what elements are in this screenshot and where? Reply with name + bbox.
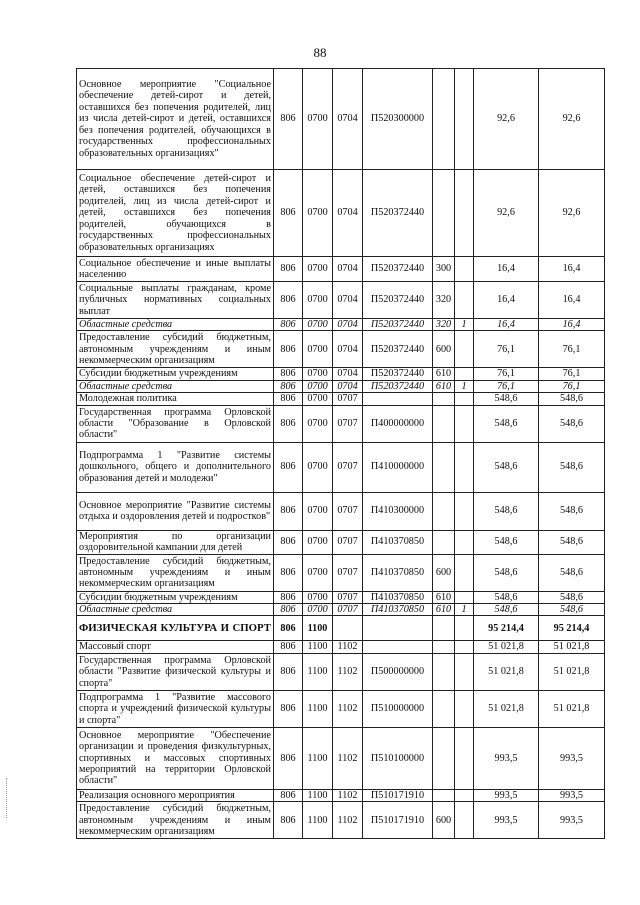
row-expense-type (433, 530, 455, 554)
row-section-code: 0700 (303, 69, 333, 170)
row-section-code: 0700 (303, 604, 333, 616)
row-section-code: 0700 (303, 331, 333, 368)
row-expense-type: 610 (433, 604, 455, 616)
row-amount-year2: 993,5 (539, 789, 605, 801)
row-amount-year1: 16,4 (474, 319, 539, 331)
row-amount-year1: 548,6 (474, 442, 539, 492)
table-row (77, 653, 605, 690)
row-target-article: П520372440 (363, 257, 433, 282)
row-gr-code: 806 (274, 405, 303, 442)
row-amount-year1: 16,4 (474, 257, 539, 282)
row-amount-year2: 51 021,8 (539, 653, 605, 690)
row-name: Предоставление субсидий бюджетным, автономным учреждениям и иным некоммерческим организациям (77, 802, 274, 839)
row-subsection-code: 0704 (333, 69, 363, 170)
table-row (77, 393, 605, 405)
row-subsection-code: 0704 (333, 331, 363, 368)
table-row (77, 492, 605, 530)
row-subsection-code: 0704 (333, 380, 363, 392)
row-expense-type: 610 (433, 591, 455, 603)
row-source-code (455, 727, 474, 789)
row-amount-year1: 548,6 (474, 393, 539, 405)
row-amount-year2: 51 021,8 (539, 690, 605, 727)
row-amount-year1: 92,6 (474, 69, 539, 170)
row-gr-code: 806 (274, 616, 303, 641)
row-gr-code: 806 (274, 604, 303, 616)
row-section-code: 0700 (303, 380, 333, 392)
row-target-article: П520372440 (363, 282, 433, 319)
row-amount-year1: 76,1 (474, 380, 539, 392)
table-row (77, 331, 605, 368)
row-name: Государственная программа Орловской области "Образование в Орловской области" (77, 405, 274, 442)
row-subsection-code: 1102 (333, 789, 363, 801)
row-amount-year2: 76,1 (539, 380, 605, 392)
row-gr-code: 806 (274, 653, 303, 690)
row-expense-type: 610 (433, 380, 455, 392)
row-amount-year1: 92,6 (474, 170, 539, 257)
row-section-code: 1100 (303, 641, 333, 653)
row-section-code: 0700 (303, 257, 333, 282)
table-row (77, 170, 605, 257)
page-number: 88 (313, 45, 327, 60)
row-subsection-code: 0707 (333, 492, 363, 530)
table-row (77, 405, 605, 442)
row-expense-type (433, 170, 455, 257)
row-name: Предоставление субсидий бюджетным, автономным учреждениям и иным некоммерческим организациям (77, 554, 274, 591)
row-amount-year1: 76,1 (474, 368, 539, 380)
row-expense-type (433, 727, 455, 789)
row-subsection-code: 0707 (333, 604, 363, 616)
row-section-code: 0700 (303, 282, 333, 319)
row-name: Реализация основного мероприятия (77, 789, 274, 801)
row-section-code: 0700 (303, 393, 333, 405)
row-gr-code: 806 (274, 368, 303, 380)
row-source-code: 1 (455, 604, 474, 616)
row-subsection-code: 1102 (333, 641, 363, 653)
row-source-code (455, 442, 474, 492)
row-target-article: П520372440 (363, 331, 433, 368)
row-expense-type (433, 492, 455, 530)
row-target-article: П520372440 (363, 380, 433, 392)
row-amount-year1: 548,6 (474, 492, 539, 530)
row-expense-type: 320 (433, 319, 455, 331)
row-name: Массовый спорт (77, 641, 274, 653)
table-row (77, 368, 605, 380)
row-amount-year1: 51 021,8 (474, 653, 539, 690)
row-source-code (455, 393, 474, 405)
row-source-code (455, 554, 474, 591)
row-target-article: П520300000 (363, 69, 433, 170)
row-amount-year2: 993,5 (539, 802, 605, 839)
row-expense-type: 610 (433, 368, 455, 380)
row-section-code: 0700 (303, 405, 333, 442)
row-amount-year2: 548,6 (539, 591, 605, 603)
row-expense-type (433, 616, 455, 641)
table-row (77, 690, 605, 727)
row-subsection-code: 0707 (333, 591, 363, 603)
row-target-article: П520372440 (363, 319, 433, 331)
row-source-code (455, 591, 474, 603)
row-expense-type: 600 (433, 802, 455, 839)
row-section-code: 0700 (303, 591, 333, 603)
row-amount-year2: 95 214,4 (539, 616, 605, 641)
row-target-article: П410370850 (363, 554, 433, 591)
row-amount-year1: 548,6 (474, 530, 539, 554)
row-expense-type (433, 442, 455, 492)
row-amount-year1: 51 021,8 (474, 641, 539, 653)
row-name: Субсидии бюджетным учреждениям (77, 591, 274, 603)
row-gr-code: 806 (274, 690, 303, 727)
row-amount-year1: 993,5 (474, 789, 539, 801)
row-name: Подпрограмма 1 "Развитие системы дошкольного, общего и дополнительного образования детей и молодежи" (77, 442, 274, 492)
row-target-article: П510100000 (363, 727, 433, 789)
row-gr-code: 806 (274, 802, 303, 839)
row-name: Социальное обеспечение и иные выплаты населению (77, 257, 274, 282)
row-name: Основное мероприятие "Обеспечение организации и проведения физкультурных, спортивных и массовых спортивных мероприятий на территории Орловской области" (77, 727, 274, 789)
row-name: ФИЗИЧЕСКАЯ КУЛЬТУРА И СПОРТ (77, 616, 274, 641)
row-section-code: 0700 (303, 492, 333, 530)
row-gr-code: 806 (274, 789, 303, 801)
row-expense-type (433, 690, 455, 727)
row-section-code: 1100 (303, 616, 333, 641)
row-target-article: П520372440 (363, 170, 433, 257)
table-row (77, 380, 605, 392)
budget-table (76, 68, 605, 839)
row-target-article: П510171910 (363, 802, 433, 839)
table-row (77, 69, 605, 170)
row-amount-year1: 993,5 (474, 802, 539, 839)
row-source-code (455, 690, 474, 727)
row-source-code (455, 802, 474, 839)
row-source-code (455, 368, 474, 380)
row-source-code (455, 405, 474, 442)
row-source-code (455, 170, 474, 257)
row-name: Мероприятия по организации оздоровительной кампании для детей (77, 530, 274, 554)
row-name: Государственная программа Орловской области "Развитие физической культуры и спорта" (77, 653, 274, 690)
row-amount-year2: 16,4 (539, 319, 605, 331)
row-source-code (455, 653, 474, 690)
row-amount-year1: 76,1 (474, 331, 539, 368)
table-row (77, 591, 605, 603)
row-amount-year2: 548,6 (539, 492, 605, 530)
row-subsection-code: 1102 (333, 690, 363, 727)
row-subsection-code: 0704 (333, 170, 363, 257)
row-target-article: П410000000 (363, 442, 433, 492)
row-subsection-code: 0704 (333, 368, 363, 380)
row-amount-year2: 92,6 (539, 170, 605, 257)
scan-margin-marks (6, 778, 11, 818)
row-name: Социальное обеспечение детей-сирот и детей, оставшихся без попечения родителей, лиц из числа детей-сирот и детей, оставшихся без попечения родителей, обучающихся в государственных профессиональных образовательных организациях (77, 170, 274, 257)
row-source-code: 1 (455, 319, 474, 331)
row-source-code (455, 257, 474, 282)
row-target-article: П500000000 (363, 653, 433, 690)
row-target-article (363, 616, 433, 641)
table-row (77, 789, 605, 801)
row-gr-code: 806 (274, 170, 303, 257)
row-subsection-code: 0707 (333, 405, 363, 442)
row-source-code (455, 641, 474, 653)
table-row (77, 616, 605, 641)
table-row (77, 802, 605, 839)
row-target-article (363, 641, 433, 653)
row-name: Подпрограмма 1 "Развитие массового спорта и учреждений физической культуры и спорта" (77, 690, 274, 727)
row-section-code: 1100 (303, 789, 333, 801)
row-section-code: 0700 (303, 554, 333, 591)
row-gr-code: 806 (274, 727, 303, 789)
row-target-article: П510171910 (363, 789, 433, 801)
row-target-article: П410370850 (363, 604, 433, 616)
row-expense-type (433, 69, 455, 170)
row-section-code: 0700 (303, 368, 333, 380)
row-gr-code: 806 (274, 257, 303, 282)
row-amount-year1: 548,6 (474, 405, 539, 442)
row-gr-code: 806 (274, 282, 303, 319)
table-row (77, 442, 605, 492)
row-name: Предоставление субсидий бюджетным, автономным учреждениям и иным некоммерческим организациям (77, 331, 274, 368)
table-row (77, 604, 605, 616)
row-amount-year2: 76,1 (539, 331, 605, 368)
row-target-article: П520372440 (363, 368, 433, 380)
row-name: Основное мероприятие "Социальное обеспечение детей-сирот и детей, оставшихся без попечения родителей, лиц из числа детей-сирот и детей, оставшихся без попечения родителей, обучающихся в государственных профессиональных образовательных организациях" (77, 69, 274, 170)
row-amount-year1: 548,6 (474, 591, 539, 603)
row-gr-code: 806 (274, 393, 303, 405)
row-expense-type (433, 393, 455, 405)
table-row (77, 282, 605, 319)
row-subsection-code: 0704 (333, 282, 363, 319)
row-source-code (455, 69, 474, 170)
row-amount-year2: 92,6 (539, 69, 605, 170)
row-source-code: 1 (455, 380, 474, 392)
row-subsection-code: 0704 (333, 319, 363, 331)
row-expense-type (433, 789, 455, 801)
row-expense-type: 320 (433, 282, 455, 319)
row-amount-year2: 548,6 (539, 554, 605, 591)
row-amount-year2: 993,5 (539, 727, 605, 789)
row-amount-year2: 16,4 (539, 282, 605, 319)
row-amount-year2: 548,6 (539, 442, 605, 492)
row-subsection-code: 1102 (333, 653, 363, 690)
row-gr-code: 806 (274, 442, 303, 492)
row-amount-year1: 51 021,8 (474, 690, 539, 727)
row-subsection-code: 1102 (333, 727, 363, 789)
row-amount-year1: 548,6 (474, 554, 539, 591)
row-target-article (363, 393, 433, 405)
row-target-article: П400000000 (363, 405, 433, 442)
row-section-code: 1100 (303, 802, 333, 839)
row-section-code: 0700 (303, 442, 333, 492)
row-section-code: 0700 (303, 170, 333, 257)
row-target-article: П410370850 (363, 530, 433, 554)
row-target-article: П510000000 (363, 690, 433, 727)
row-name: Областные средства (77, 604, 274, 616)
row-amount-year1: 993,5 (474, 727, 539, 789)
row-section-code: 1100 (303, 653, 333, 690)
row-expense-type (433, 653, 455, 690)
table-row (77, 727, 605, 789)
table-row (77, 257, 605, 282)
row-source-code (455, 492, 474, 530)
row-name: Социальные выплаты гражданам, кроме публичных нормативных социальных выплат (77, 282, 274, 319)
row-amount-year1: 548,6 (474, 604, 539, 616)
row-expense-type (433, 641, 455, 653)
row-section-code: 1100 (303, 690, 333, 727)
row-amount-year2: 16,4 (539, 257, 605, 282)
row-subsection-code: 0707 (333, 554, 363, 591)
row-subsection-code (333, 616, 363, 641)
row-subsection-code: 0707 (333, 393, 363, 405)
row-source-code (455, 331, 474, 368)
row-amount-year2: 76,1 (539, 368, 605, 380)
table-row (77, 530, 605, 554)
row-gr-code: 806 (274, 380, 303, 392)
table-row (77, 319, 605, 331)
row-gr-code: 806 (274, 641, 303, 653)
row-section-code: 0700 (303, 319, 333, 331)
row-name: Областные средства (77, 380, 274, 392)
row-target-article: П410300000 (363, 492, 433, 530)
row-subsection-code: 0707 (333, 530, 363, 554)
row-section-code: 0700 (303, 530, 333, 554)
row-amount-year1: 95 214,4 (474, 616, 539, 641)
row-amount-year1: 16,4 (474, 282, 539, 319)
row-name: Областные средства (77, 319, 274, 331)
row-expense-type: 300 (433, 257, 455, 282)
row-amount-year2: 548,6 (539, 604, 605, 616)
row-amount-year2: 548,6 (539, 393, 605, 405)
row-gr-code: 806 (274, 554, 303, 591)
row-expense-type: 600 (433, 331, 455, 368)
row-expense-type (433, 405, 455, 442)
table-row (77, 641, 605, 653)
row-gr-code: 806 (274, 319, 303, 331)
row-subsection-code: 1102 (333, 802, 363, 839)
table-row (77, 554, 605, 591)
row-source-code (455, 789, 474, 801)
row-gr-code: 806 (274, 530, 303, 554)
row-gr-code: 806 (274, 591, 303, 603)
row-amount-year2: 548,6 (539, 530, 605, 554)
row-name: Основное мероприятие "Развитие системы отдыха и оздоровления детей и подростков" (77, 492, 274, 530)
row-gr-code: 806 (274, 492, 303, 530)
row-amount-year2: 51 021,8 (539, 641, 605, 653)
row-target-article: П410370850 (363, 591, 433, 603)
row-section-code: 1100 (303, 727, 333, 789)
row-name: Субсидии бюджетным учреждениям (77, 368, 274, 380)
row-name: Молодежная политика (77, 393, 274, 405)
row-expense-type: 600 (433, 554, 455, 591)
row-source-code (455, 616, 474, 641)
row-gr-code: 806 (274, 331, 303, 368)
row-subsection-code: 0704 (333, 257, 363, 282)
row-amount-year2: 548,6 (539, 405, 605, 442)
row-gr-code: 806 (274, 69, 303, 170)
row-source-code (455, 530, 474, 554)
row-subsection-code: 0707 (333, 442, 363, 492)
row-source-code (455, 282, 474, 319)
